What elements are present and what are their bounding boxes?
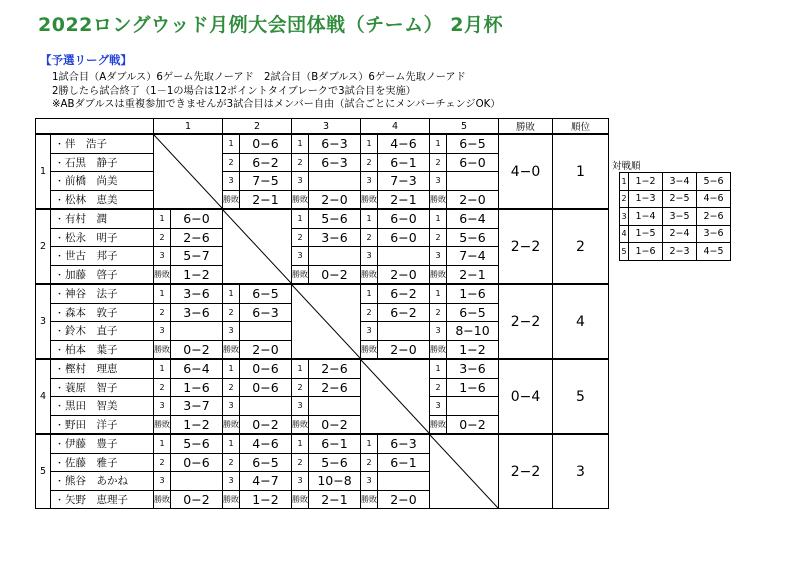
match-score: 2−0 [378,490,430,509]
match-score: 0−2 [240,415,292,434]
pairing-cell: 1−5 [629,225,663,243]
match-score: 3−6 [447,359,499,378]
match-score: 6−5 [240,284,292,303]
match-label: 3 [430,322,447,341]
pairing-cell: 2−3 [663,243,697,261]
team-rank: 3 [553,434,609,509]
match-score: 5−6 [309,209,361,228]
match-label: 1 [361,284,378,303]
player-name-text: 加藤 啓子 [65,268,118,281]
opponent-header: 3 [292,119,361,135]
match-label: 勝敗 [154,415,171,434]
team-record: 2−2 [499,434,553,509]
match-label: 2 [361,228,378,247]
round-number: 2 [620,190,629,208]
pairing-cell: 1−4 [629,208,663,226]
match-label: 勝敗 [361,340,378,359]
match-label: 3 [361,472,378,491]
player-name-text: 黒田 智美 [65,400,118,413]
self-match-cell [361,359,430,434]
match-label: 2 [154,453,171,472]
match-label: 3 [430,397,447,416]
player-name [51,209,154,228]
match-score: 6−4 [171,359,223,378]
match-score: 4−6 [240,434,292,453]
pairing-cell: 2−5 [663,190,697,208]
match-label: 勝敗 [430,190,447,209]
team-record: 0−4 [499,359,553,434]
team-number: 1 [36,134,51,209]
opponent-header: 1 [154,119,223,135]
player-name [51,284,154,303]
match-score: 6−5 [240,453,292,472]
match-label: 1 [292,434,309,453]
match-label: 3 [430,172,447,191]
match-score: 7−5 [240,172,292,191]
bullet-mark: ・ [55,195,65,206]
match-score: 6−0 [447,153,499,172]
rule-note-3: ※ABダブルスは重複参加できませんが3試合目はメンバー自由（試合ごとにメンバーチェンジOK） [52,99,501,110]
team-rank: 4 [553,284,609,359]
match-score: 0−6 [171,453,223,472]
bullet-mark: ・ [55,365,65,376]
team-record: 4−0 [499,134,553,209]
match-label: 2 [361,153,378,172]
order-row [620,243,731,261]
match-score: 5−7 [171,247,223,266]
team-number: 3 [36,284,51,359]
player-name [51,172,154,191]
player-name [51,322,154,341]
pairing-cell: 1−3 [629,190,663,208]
bullet-mark: ・ [55,233,65,244]
match-label: 勝敗 [430,340,447,359]
pairing-cell: 4−5 [697,243,731,261]
match-label: 勝敗 [154,340,171,359]
team-row [36,284,609,303]
match-label: 1 [292,359,309,378]
match-label: 1 [154,434,171,453]
team-record: 2−2 [499,209,553,284]
match-score: 2−1 [378,190,430,209]
match-score: 1−2 [171,415,223,434]
bullet-mark: ・ [55,270,65,281]
player-name-text: 蓑原 智子 [65,381,118,394]
round-number: 5 [620,243,629,261]
match-label: 1 [223,134,240,153]
rule-note-2: 2勝したら試合終了（1－1の場合は12ポイントタイブレークで3試合目を実施） [52,86,416,97]
player-name [51,415,154,434]
match-label: 3 [292,172,309,191]
match-score: 6−2 [378,284,430,303]
match-score: 1−2 [171,265,223,284]
bullet-mark: ・ [55,327,65,338]
diagonal-line [154,135,222,208]
match-score: 7−4 [447,247,499,266]
bullet-mark: ・ [55,420,65,431]
player-name [51,153,154,172]
player-name-text: 熊谷 あかね [65,475,128,488]
match-score: 1−6 [447,378,499,397]
team-rank: 2 [553,209,609,284]
match-score: 2−0 [378,340,430,359]
match-score: 0−6 [240,359,292,378]
player-name [51,134,154,153]
match-score: 8−10 [447,322,499,341]
page-title: 2022ロングウッド月例大会団体戦（チーム） 2月杯 [38,14,503,36]
match-score: 2−6 [171,228,223,247]
match-score: 6−0 [378,228,430,247]
team-row [36,434,609,453]
match-label: 3 [154,397,171,416]
pairing-cell: 3−4 [663,173,697,191]
team-number: 5 [36,434,51,509]
rule-note-1: 1試合目（Aダブルス）6ゲーム先取ノーアド 2試合目（Bダブルス）6ゲーム先取ノーアド [52,72,466,83]
match-label: 勝敗 [223,340,240,359]
match-label: 1 [292,134,309,153]
match-label: 3 [223,397,240,416]
round-number: 3 [620,208,629,226]
match-score: 6−0 [378,209,430,228]
player-name-text: 佐藤 雅子 [65,456,118,469]
match-score: 6−3 [309,134,361,153]
player-name-text: 樫村 理恵 [65,363,118,376]
bullet-mark: ・ [55,402,65,413]
match-score: 1−2 [447,340,499,359]
round-number: 1 [620,173,629,191]
match-score [378,247,430,266]
diagonal-line [361,360,429,433]
match-score [309,172,361,191]
match-score: 2−0 [378,265,430,284]
match-score: 1−2 [240,490,292,509]
match-label: 3 [292,472,309,491]
order-row [620,225,731,243]
player-name-text: 松林 恵美 [65,193,118,206]
player-name-text: 世古 邦子 [65,250,118,263]
player-name [51,472,154,491]
player-name-text: 松永 明子 [65,231,118,244]
order-row [620,173,731,191]
player-name [51,434,154,453]
match-label: 勝敗 [223,190,240,209]
match-score: 6−3 [378,434,430,453]
self-match-cell [223,209,292,284]
match-score: 2−1 [447,265,499,284]
match-score: 0−2 [171,340,223,359]
match-label: 3 [292,247,309,266]
self-match-cell [154,134,223,209]
match-score: 2−0 [309,190,361,209]
player-name [51,303,154,322]
player-name [51,359,154,378]
match-label: 3 [154,247,171,266]
match-score: 0−2 [309,415,361,434]
player-name-text: 伴 浩子 [65,138,107,151]
match-label: 2 [430,228,447,247]
match-score: 5−6 [171,434,223,453]
player-name [51,265,154,284]
team-row [36,209,609,228]
rank-header: 順位 [553,119,609,135]
player-name [51,453,154,472]
match-score: 0−2 [309,265,361,284]
match-score: 0−2 [447,415,499,434]
match-score: 6−4 [447,209,499,228]
player-name-text: 鈴木 直子 [65,325,118,338]
match-label: 勝敗 [430,415,447,434]
match-label: 1 [430,134,447,153]
match-order-table [619,172,731,261]
pairing-cell: 3−6 [697,225,731,243]
player-name [51,190,154,209]
team-rank: 5 [553,359,609,434]
pairing-cell: 5−6 [697,173,731,191]
match-label: 3 [223,172,240,191]
match-label: 1 [154,359,171,378]
match-score: 0−6 [240,378,292,397]
bullet-mark: ・ [55,458,65,469]
match-score [171,322,223,341]
bullet-mark: ・ [55,308,65,319]
match-score: 6−3 [240,303,292,322]
match-score: 6−5 [447,134,499,153]
pairing-cell: 3−5 [663,208,697,226]
match-label: 1 [430,284,447,303]
match-score: 7−3 [378,172,430,191]
match-label: 2 [361,303,378,322]
match-score: 3−6 [309,228,361,247]
self-match-cell [430,434,499,509]
match-score: 3−6 [171,284,223,303]
team-record: 2−2 [499,284,553,359]
pairing-cell: 2−4 [663,225,697,243]
player-name-text: 有村 潤 [65,213,107,226]
match-score: 2−0 [240,340,292,359]
bullet-mark: ・ [55,290,65,301]
match-score: 5−6 [447,228,499,247]
match-label: 2 [430,153,447,172]
match-label: 2 [292,228,309,247]
match-label: 勝敗 [154,490,171,509]
player-name [51,340,154,359]
player-name-text: 野田 洋子 [65,418,118,431]
league-table [35,118,609,509]
match-label: 1 [223,284,240,303]
pairing-cell: 1−2 [629,173,663,191]
diagonal-line [430,435,498,508]
match-label: 2 [154,378,171,397]
match-label: 勝敗 [154,265,171,284]
section-heading: 【予選リーグ戦】 [40,53,132,67]
player-name-text: 森本 敦子 [65,306,118,319]
order-label: 対戦順 [612,161,641,172]
match-label: 勝敗 [361,190,378,209]
bullet-mark: ・ [55,140,65,151]
match-score: 6−5 [447,303,499,322]
match-score [378,322,430,341]
player-name-text: 矢野 恵理子 [65,493,128,506]
match-score: 6−3 [309,153,361,172]
bullet-mark: ・ [55,383,65,394]
team-row [36,134,609,153]
player-name [51,378,154,397]
match-score: 2−6 [309,378,361,397]
match-label: 勝敗 [292,415,309,434]
match-label: 1 [154,284,171,303]
match-score: 2−1 [240,190,292,209]
bullet-mark: ・ [55,215,65,226]
match-label: 1 [361,209,378,228]
match-score: 3−7 [171,397,223,416]
match-label: 3 [154,472,171,491]
self-match-cell [292,284,361,359]
bullet-mark: ・ [55,477,65,488]
match-label: 3 [154,322,171,341]
match-label: 勝敗 [292,490,309,509]
match-score: 6−0 [171,209,223,228]
bullet-mark: ・ [55,440,65,451]
match-score [171,472,223,491]
match-label: 3 [361,322,378,341]
match-score: 3−6 [171,303,223,322]
match-score: 6−2 [240,153,292,172]
match-label: 1 [430,209,447,228]
match-score: 1−6 [171,378,223,397]
pairing-cell: 1−6 [629,243,663,261]
opponent-header: 5 [430,119,499,135]
match-label: 勝敗 [361,265,378,284]
match-label: 2 [292,453,309,472]
round-number: 4 [620,225,629,243]
match-label: 勝敗 [223,415,240,434]
pairing-cell: 2−6 [697,208,731,226]
match-label: 3 [223,472,240,491]
match-label: 1 [223,434,240,453]
match-score [240,322,292,341]
match-score [309,397,361,416]
match-score [447,397,499,416]
team-rank: 1 [553,134,609,209]
match-score [309,247,361,266]
pairing-cell: 4−6 [697,190,731,208]
match-label: 2 [154,303,171,322]
bullet-mark: ・ [55,158,65,169]
diagonal-line [223,210,291,283]
match-score: 2−1 [309,490,361,509]
corner-cell [36,119,154,135]
match-label: 1 [361,134,378,153]
match-score [378,472,430,491]
match-label: 勝敗 [361,490,378,509]
match-label: 1 [292,209,309,228]
match-label: 2 [430,303,447,322]
match-label: 勝敗 [292,190,309,209]
match-label: 1 [154,209,171,228]
diagonal-line [292,285,360,358]
team-number: 2 [36,209,51,284]
team-row [36,359,609,378]
player-name [51,247,154,266]
opponent-header: 2 [223,119,292,135]
player-name [51,397,154,416]
match-label: 2 [223,303,240,322]
match-label: 2 [292,153,309,172]
match-score: 2−0 [447,190,499,209]
match-label: 2 [223,378,240,397]
match-score: 6−1 [309,434,361,453]
player-name [51,228,154,247]
match-label: 1 [361,434,378,453]
match-label: 1 [430,359,447,378]
match-label: 3 [361,172,378,191]
match-score: 10−8 [309,472,361,491]
record-header: 勝敗 [499,119,553,135]
player-name-text: 伊藤 豊子 [65,438,118,451]
match-label: 3 [223,322,240,341]
match-score: 6−2 [378,303,430,322]
match-score: 5−6 [309,453,361,472]
order-row [620,190,731,208]
match-score: 2−6 [309,359,361,378]
player-name [51,490,154,509]
player-name-text: 柏本 葉子 [65,343,118,356]
match-label: 2 [361,453,378,472]
match-label: 2 [292,378,309,397]
match-label: 3 [292,397,309,416]
bullet-mark: ・ [55,495,65,506]
match-label: 勝敗 [223,490,240,509]
order-row [620,208,731,226]
match-score: 4−7 [240,472,292,491]
match-score: 0−2 [171,490,223,509]
match-score [240,397,292,416]
match-label: 2 [223,153,240,172]
match-score: 1−6 [447,284,499,303]
match-score [447,172,499,191]
match-label: 勝敗 [430,265,447,284]
match-score: 6−1 [378,453,430,472]
match-label: 2 [154,228,171,247]
match-score: 6−1 [378,153,430,172]
match-label: 勝敗 [292,265,309,284]
player-name-text: 石黒 静子 [65,156,118,169]
player-name-text: 前橋 尚美 [65,175,118,188]
match-label: 2 [430,378,447,397]
header-row [36,119,609,135]
match-label: 1 [223,359,240,378]
team-number: 4 [36,359,51,434]
match-label: 2 [223,453,240,472]
bullet-mark: ・ [55,345,65,356]
bullet-mark: ・ [55,252,65,263]
match-score: 0−6 [240,134,292,153]
player-name-text: 神谷 法子 [65,288,118,301]
bullet-mark: ・ [55,177,65,188]
match-score: 4−6 [378,134,430,153]
opponent-header: 4 [361,119,430,135]
match-label: 3 [430,247,447,266]
match-label: 3 [361,247,378,266]
